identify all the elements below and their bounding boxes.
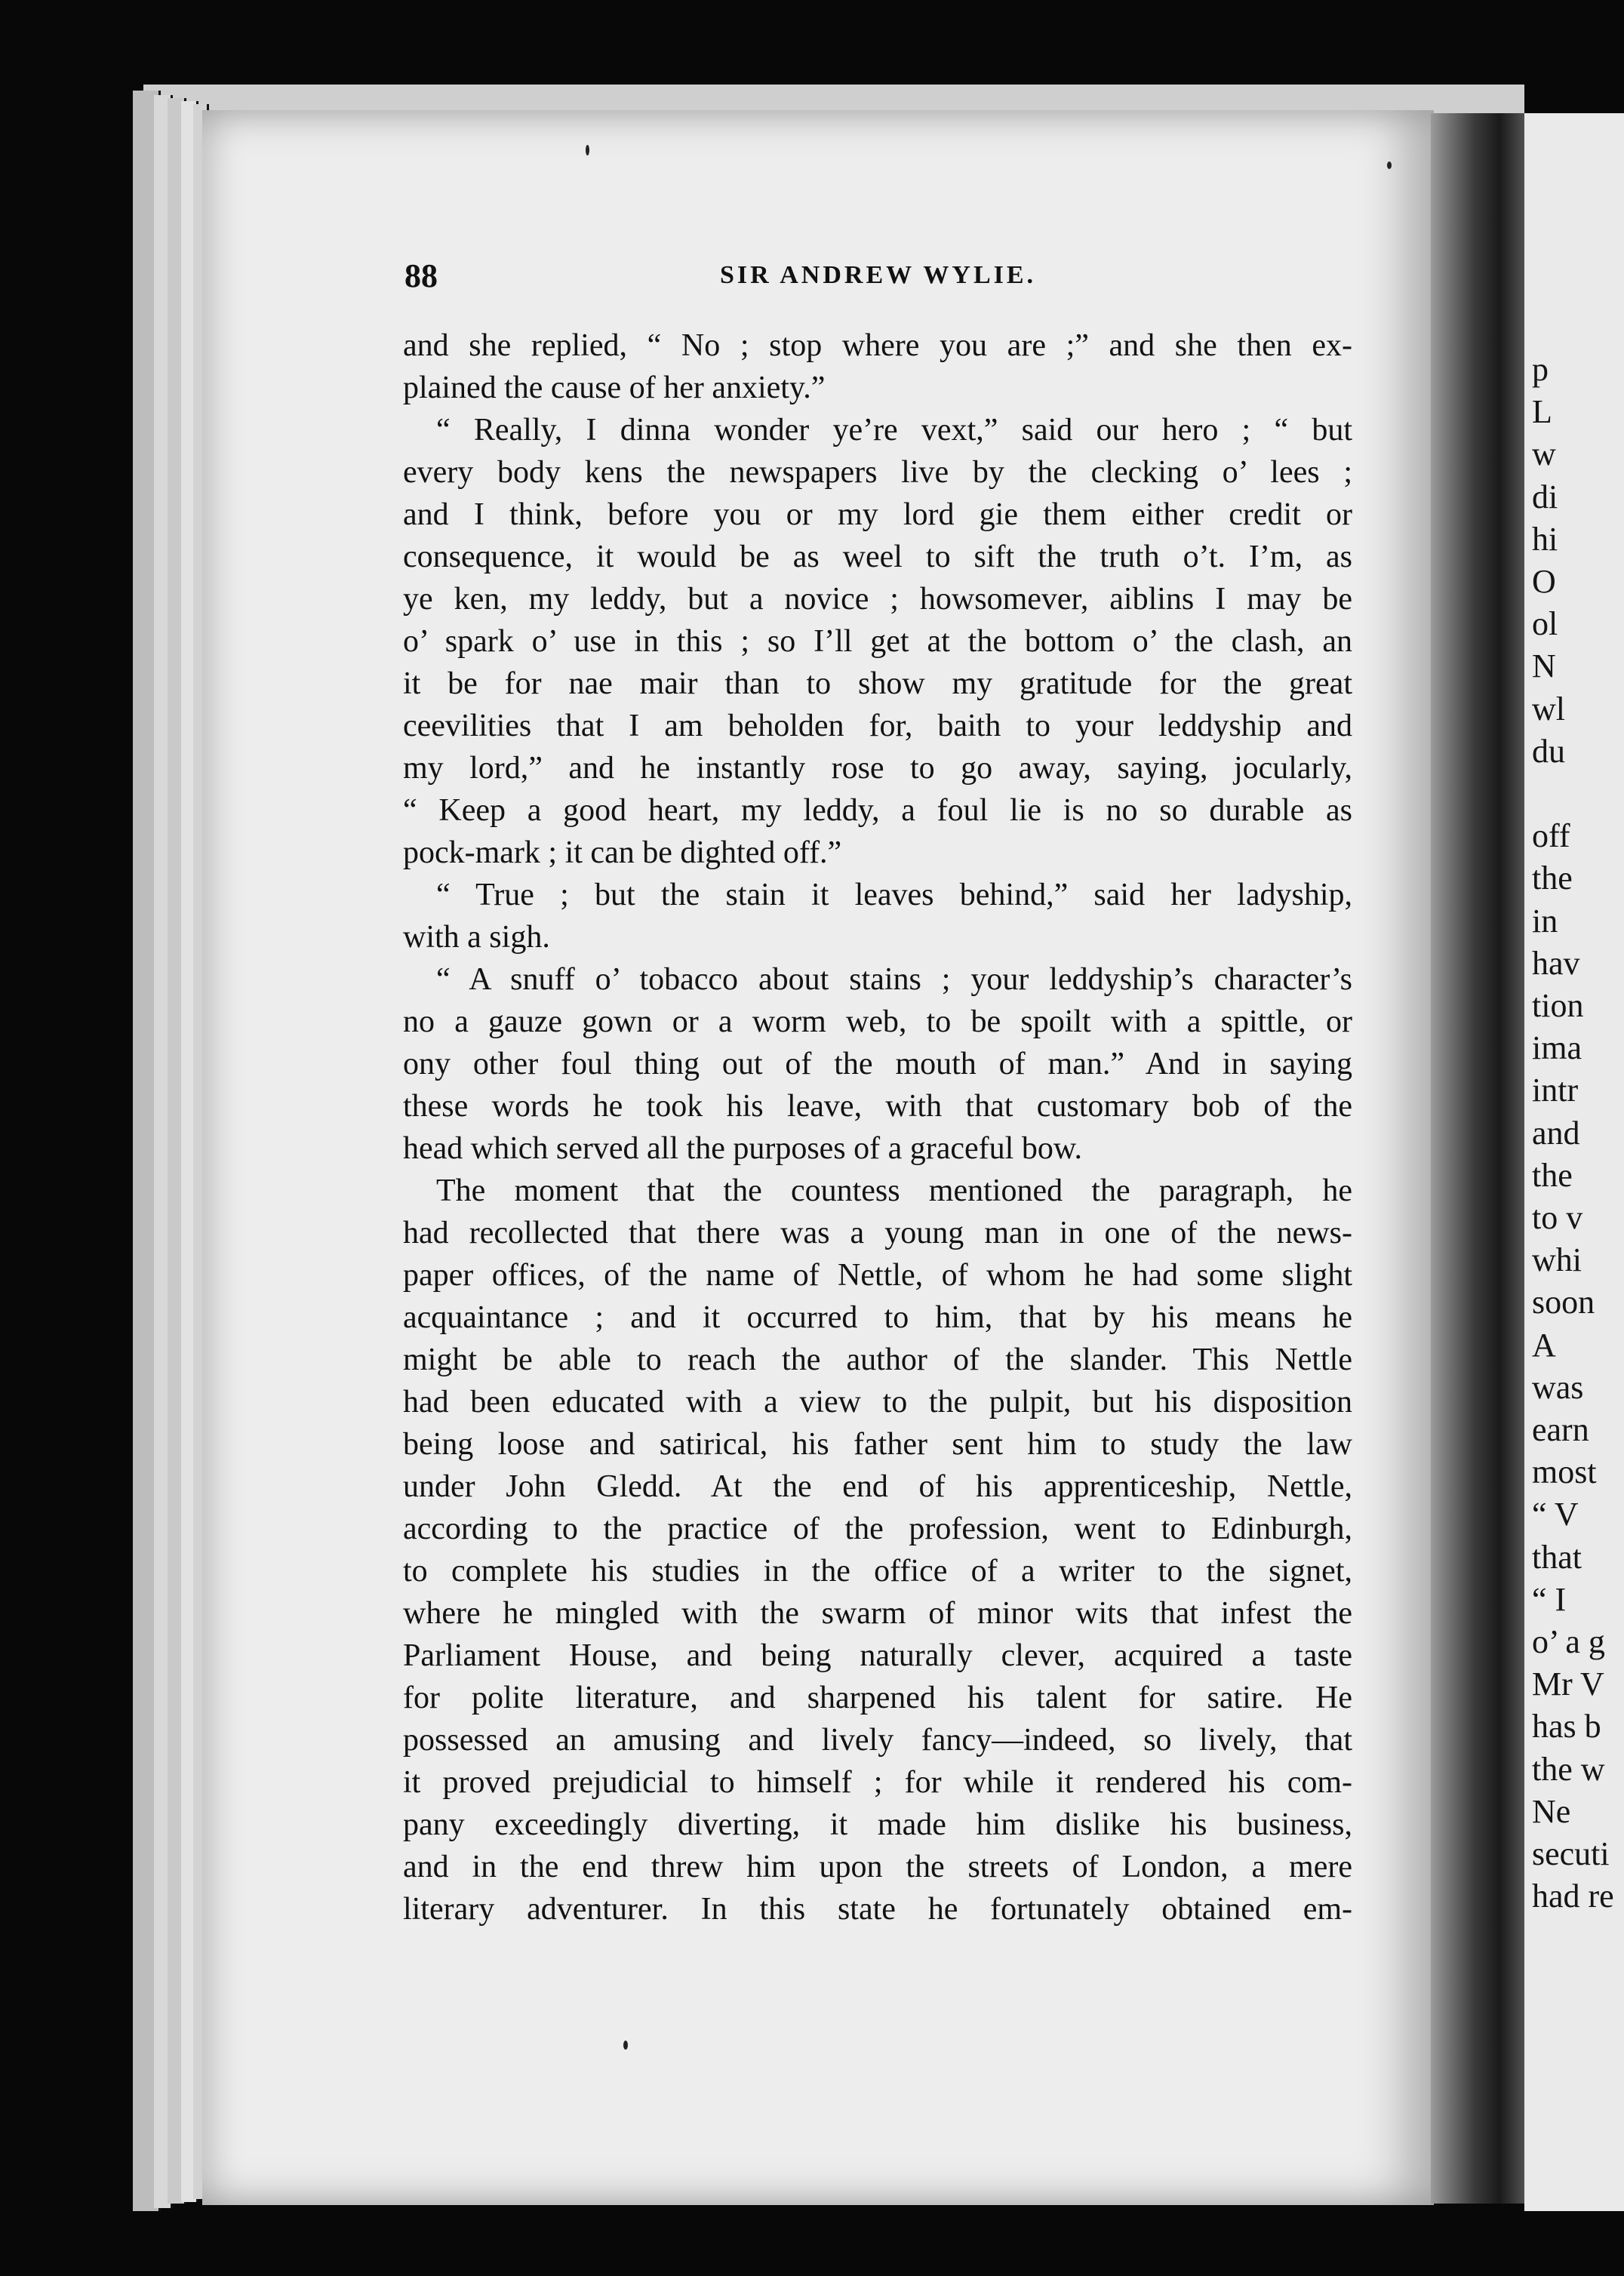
text-line: “ A snuff o’ tobacco about stains ; your leddyship’s character’s	[436, 962, 1352, 997]
facing-page-fragment: that	[1532, 1538, 1582, 1576]
text-line: acquaintance ; and it occurred to him, that by his means he	[403, 1300, 1352, 1335]
text-line: “ True ; but the stain it leaves behind,” said her ladyship,	[436, 878, 1352, 912]
facing-page	[1524, 113, 1624, 2211]
running-head	[404, 257, 1352, 302]
facing-page-fragment: Mr V	[1532, 1665, 1604, 1703]
scan-speck	[623, 2041, 628, 2050]
running-title: SIR ANDREW WYLIE.	[719, 261, 1037, 289]
facing-page-fragment: most	[1532, 1453, 1597, 1491]
facing-page-fragment: hi	[1532, 520, 1558, 558]
facing-page-fragment: hav	[1532, 944, 1580, 982]
text-line: ceevilities that I am beholden for, baith to your leddyship and	[403, 709, 1352, 743]
text-line: for polite literature, and sharpened his talent for satire. He	[403, 1681, 1352, 1715]
facing-page-fragment: w	[1532, 435, 1556, 473]
text-line: and I think, before you or my lord gie them either credit or	[403, 497, 1352, 532]
facing-page-fragment: “ V	[1532, 1496, 1579, 1533]
text-line: pock-mark ; it can be dighted off.”	[403, 835, 842, 870]
text-line: o’ spark o’ use in this ; so I’ll get at the bottom o’ the clash, an	[403, 624, 1352, 659]
scan-speck	[586, 145, 589, 155]
text-line: it proved prejudicial to himself ; for while it rendered his com-	[403, 1765, 1352, 1800]
page-number: 88	[404, 257, 438, 294]
text-line: pany exceedingly diverting, it made him dislike his business,	[403, 1807, 1352, 1842]
text-line: being loose and satirical, his father sent him to study the law	[403, 1427, 1352, 1462]
facing-page-fragment: the	[1532, 860, 1573, 897]
text-line: ony other foul thing out of the mouth of man.” And in saying	[403, 1047, 1352, 1081]
facing-page-fragment: ima	[1532, 1029, 1582, 1067]
facing-page-fragment: secuti	[1532, 1835, 1610, 1872]
facing-page-fragment: intr	[1532, 1072, 1579, 1109]
book-gutter	[1431, 113, 1529, 2204]
body-text	[403, 324, 1352, 1930]
facing-page-fragment: N	[1532, 647, 1556, 685]
facing-page-fragment: has b	[1532, 1708, 1601, 1745]
text-line: it be for nae mair than to show my gratitude for the great	[403, 666, 1352, 701]
facing-page-fragment: p	[1532, 351, 1549, 388]
text-line: according to the practice of the profession, went to Edinburgh,	[403, 1512, 1352, 1546]
text-line: no a gauze gown or a worm web, to be spoilt with a spittle, or	[403, 1004, 1352, 1039]
text-line: these words he took his leave, with that customary bob of the	[403, 1089, 1352, 1124]
text-line: literary adventurer. In this state he fortunately obtained em-	[403, 1892, 1352, 1927]
text-line: where he mingled with the swarm of minor wits that infest the	[403, 1596, 1352, 1631]
text-line: my lord,” and he instantly rose to go away, saying, jocularly,	[403, 751, 1352, 786]
text-line: consequence, it would be as weel to sift the truth o’t. I’m, as	[403, 540, 1352, 574]
facing-page-fragment: O	[1532, 563, 1556, 600]
facing-page-fragment: and	[1532, 1114, 1580, 1152]
facing-page-fragment: di	[1532, 478, 1558, 515]
text-line: possessed an amusing and lively fancy—indeed, so lively, that	[403, 1723, 1352, 1758]
text-line: under John Gledd. At the end of his apprenticeship, Nettle,	[403, 1469, 1352, 1504]
facing-page-fragment: Ne	[1532, 1792, 1571, 1830]
facing-page-fragment: earn	[1532, 1411, 1589, 1448]
text-line: might be able to reach the author of the slander. This Nettle	[403, 1343, 1352, 1377]
text-line: head which served all the purposes of a graceful bow.	[403, 1131, 1082, 1166]
facing-page-fragment: o’ a g	[1532, 1623, 1605, 1660]
facing-page-fragment: had re	[1532, 1878, 1614, 1915]
facing-page-fragment: A	[1532, 1326, 1556, 1364]
text-line: and in the end threw him upon the streets of London, a mere	[403, 1850, 1352, 1884]
facing-page-fragment: off	[1532, 817, 1570, 855]
facing-page-fragment: whi	[1532, 1241, 1582, 1279]
text-line: ye ken, my leddy, but a novice ; howsomever, aiblins I may be	[403, 582, 1352, 617]
text-line: to complete his studies in the office of a writer to the signet,	[403, 1554, 1352, 1589]
text-line: Parliament House, and being naturally clever, acquired a taste	[403, 1638, 1352, 1673]
text-line: The moment that the countess mentioned the paragraph, he	[436, 1173, 1352, 1208]
facing-page-fragment: du	[1532, 732, 1565, 770]
facing-page-fragment: the w	[1532, 1750, 1605, 1788]
facing-page-fragment: in	[1532, 902, 1558, 940]
text-line: had been educated with a view to the pulpit, but his disposition	[403, 1385, 1352, 1419]
facing-page-fragment: was	[1532, 1368, 1584, 1406]
text-line: “ Really, I dinna wonder ye’re vext,” said our hero ; “ but	[436, 413, 1352, 448]
facing-page-fragment: tion	[1532, 987, 1584, 1024]
facing-page-fragment: to v	[1532, 1199, 1583, 1236]
facing-page-fragment: the	[1532, 1156, 1573, 1194]
facing-page-fragment: soon	[1532, 1284, 1595, 1321]
facing-page-fragment: ol	[1532, 605, 1558, 643]
text-line: paper offices, of the name of Nettle, of whom he had some slight	[403, 1258, 1352, 1293]
scan-speck	[1387, 161, 1392, 169]
facing-page-fragment: “ I	[1532, 1580, 1567, 1618]
text-line: and she replied, “ No ; stop where you are ;” and she then ex-	[403, 328, 1352, 363]
facing-page-fragment: L	[1532, 393, 1552, 431]
text-line: had recollected that there was a young man in one of the news-	[403, 1216, 1352, 1250]
text-line: every body kens the newspapers live by the clecking o’ lees ;	[403, 455, 1352, 490]
facing-page-fragment: wl	[1532, 690, 1565, 727]
text-line: plained the cause of her anxiety.”	[403, 371, 826, 405]
text-line: “ Keep a good heart, my leddy, a foul lie is no so durable as	[403, 793, 1352, 828]
text-line: with a sigh.	[403, 920, 550, 955]
